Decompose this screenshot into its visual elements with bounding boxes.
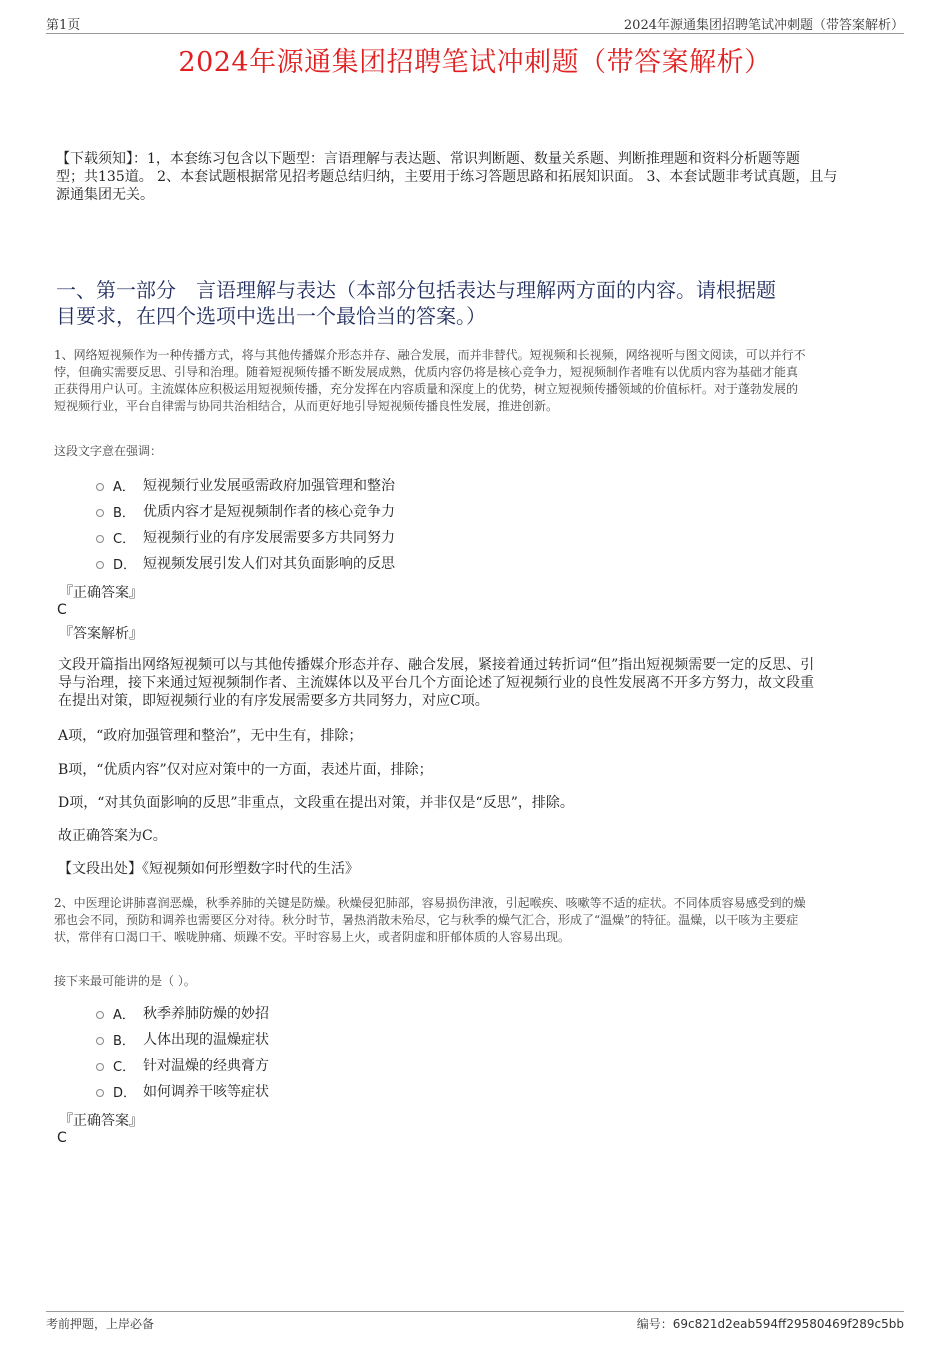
radio-icon[interactable]	[96, 483, 104, 491]
analysis-note-a: A项，“政府加强管理和整治”，无中生有，排除；	[58, 728, 363, 744]
question-2-option-a[interactable]	[96, 1002, 269, 1024]
header-divider	[46, 33, 904, 34]
option-text: 短视频行业的有序发展需要多方共同努力	[143, 530, 395, 546]
stem-line: 1、网络短视频作为一种传播方式，将与其他传播媒介形态并存、融合发展，而并非替代。短视频和长视频，网络视听与图文阅读，可以并行不	[54, 348, 806, 362]
stem-line: 短视频行业，平台自律需与协同共治相结合，从而更好地引导短视频传播良性发展，推进创新。	[54, 399, 559, 413]
section-heading	[56, 277, 898, 329]
analysis-note-b: B项，“优质内容”仅对应对策中的一方面，表述片面，排除；	[58, 762, 433, 778]
option-letter: C．	[113, 1059, 136, 1075]
question-1-stem	[54, 347, 900, 415]
option-letter: A．	[113, 1007, 135, 1023]
analysis-note-d: D项，“对其负面影响的反思”非重点，文段重在提出对策，并非仅是“反思”，排除。	[58, 795, 574, 811]
analysis-line: 文段开篇指出网络短视频可以与其他传播媒介形态并存、融合发展，紧接着通过转折词“但”指出短视频需要一定的反思、引	[58, 657, 815, 673]
option-text: 短视频行业发展亟需政府加强管理和整治	[143, 478, 395, 494]
option-letter: C．	[113, 531, 136, 547]
notice-line: 源通集团无关。	[56, 187, 154, 203]
running-header-title: 2024年源通集团招聘笔试冲刺题（带答案解析）	[623, 18, 904, 33]
stem-line: 邪也会不同，预防和调养也需要区分对待。秋分时节，暑热消散未殆尽，它与秋季的燥气汇合，形成了“温燥”的特征。温燥，以干咳为主要症	[54, 913, 799, 927]
radio-icon[interactable]	[96, 1089, 104, 1097]
option-text: 如何调养干咳等症状	[143, 1084, 269, 1100]
document-id: 编号：69c821d2eab594ff29580469f289c5bb	[636, 1317, 904, 1331]
question-1-answer: C	[57, 602, 67, 618]
analysis-line: 在提出对策，即短视频行业的有序发展需要多方共同努力，对应C项。	[58, 693, 489, 709]
option-letter: B．	[113, 1033, 135, 1049]
question-1-answer-label: 『正确答案』	[59, 585, 143, 601]
stem-line: 悖，但确实需要反思、引导和治理。随着短视频传播不断发展成熟，优质内容仍将是核心竞争力，短视频制作者唯有以优质内容为基础才能真	[54, 365, 799, 379]
radio-icon[interactable]	[96, 1037, 104, 1045]
footer-slogan: 考前押题，上岸必备	[46, 1317, 155, 1331]
footer-divider	[46, 1311, 904, 1312]
question-1-option-a[interactable]	[96, 474, 395, 496]
document-title: 2024年源通集团招聘笔试冲刺题（带答案解析）	[178, 47, 772, 78]
option-text: 人体出现的温燥症状	[143, 1032, 269, 1048]
question-1-analysis	[58, 656, 896, 710]
question-1-option-c[interactable]	[96, 526, 395, 548]
analysis-conclusion: 故正确答案为C。	[58, 828, 167, 844]
radio-icon[interactable]	[96, 1011, 104, 1019]
question-2-prompt: 接下来最可能讲的是（ ）。	[54, 974, 196, 988]
radio-icon[interactable]	[96, 1063, 104, 1071]
question-2-option-d[interactable]	[96, 1080, 269, 1102]
question-1-option-d[interactable]	[96, 552, 395, 574]
option-text: 优质内容才是短视频制作者的核心竞争力	[143, 504, 395, 520]
radio-icon[interactable]	[96, 535, 104, 543]
question-2-answer-label: 『正确答案』	[59, 1113, 143, 1129]
stem-line: 状，常伴有口渴口干、喉咙肿痛、烦躁不安。平时容易上火，或者阴虚和肝郁体质的人容易出现。	[54, 930, 571, 944]
question-2-answer: C	[57, 1130, 67, 1146]
page-number: 第1页	[46, 18, 81, 33]
option-text: 短视频发展引发人们对其负面影响的反思	[143, 556, 395, 572]
question-2-option-b[interactable]	[96, 1028, 269, 1050]
option-letter: D．	[113, 557, 137, 573]
question-1-option-b[interactable]	[96, 500, 395, 522]
option-letter: B．	[113, 505, 135, 521]
stem-line: 2、中医理论讲肺喜润恶燥，秋季养肺的关键是防燥。秋燥侵犯肺部，容易损伤津液，引起喉疾、咳嗽等不适的症状。不同体质容易感受到的燥	[54, 896, 806, 910]
download-notice	[56, 150, 898, 204]
section-heading-line: 目要求，在四个选项中选出一个最恰当的答案。）	[56, 304, 486, 328]
section-heading-line: 一、第一部分 言语理解与表达（本部分包括表达与理解两方面的内容。请根据题	[56, 278, 776, 302]
question-1-prompt: 这段文字意在强调：	[54, 444, 163, 458]
notice-line: 型；共135道。 2、本套试题根据常见招考题总结归纳，主要用于练习答题思路和拓展知识面。 3、本套试题非考试真题，且与	[56, 169, 838, 185]
option-letter: A．	[113, 479, 135, 495]
stem-line: 正获得用户认可。主流媒体应积极运用短视频传播，充分发挥在内容质量和深度上的优势，树立短视频传播领域的价值标杆。对于蓬勃发展的	[54, 382, 799, 396]
question-2-option-c[interactable]	[96, 1054, 269, 1076]
question-1-analysis-label: 『答案解析』	[59, 626, 143, 642]
analysis-line: 导与治理，接下来通过短视频制作者、主流媒体以及平台几个方面论述了短视频行业的良性发展离不开多方努力，故文段重	[58, 675, 814, 691]
option-letter: D．	[113, 1085, 137, 1101]
radio-icon[interactable]	[96, 509, 104, 517]
notice-line: 【下载须知】：1，本套练习包含以下题型：言语理解与表达题、常识判断题、数量关系题、判断推理题和资料分析题等题	[56, 151, 800, 167]
option-text: 秋季养肺防燥的妙招	[143, 1006, 269, 1022]
question-2-stem	[54, 895, 900, 946]
passage-source: 【文段出处】《短视频如何形塑数字时代的生活》	[58, 861, 359, 877]
option-text: 针对温燥的经典膏方	[143, 1058, 269, 1074]
radio-icon[interactable]	[96, 561, 104, 569]
